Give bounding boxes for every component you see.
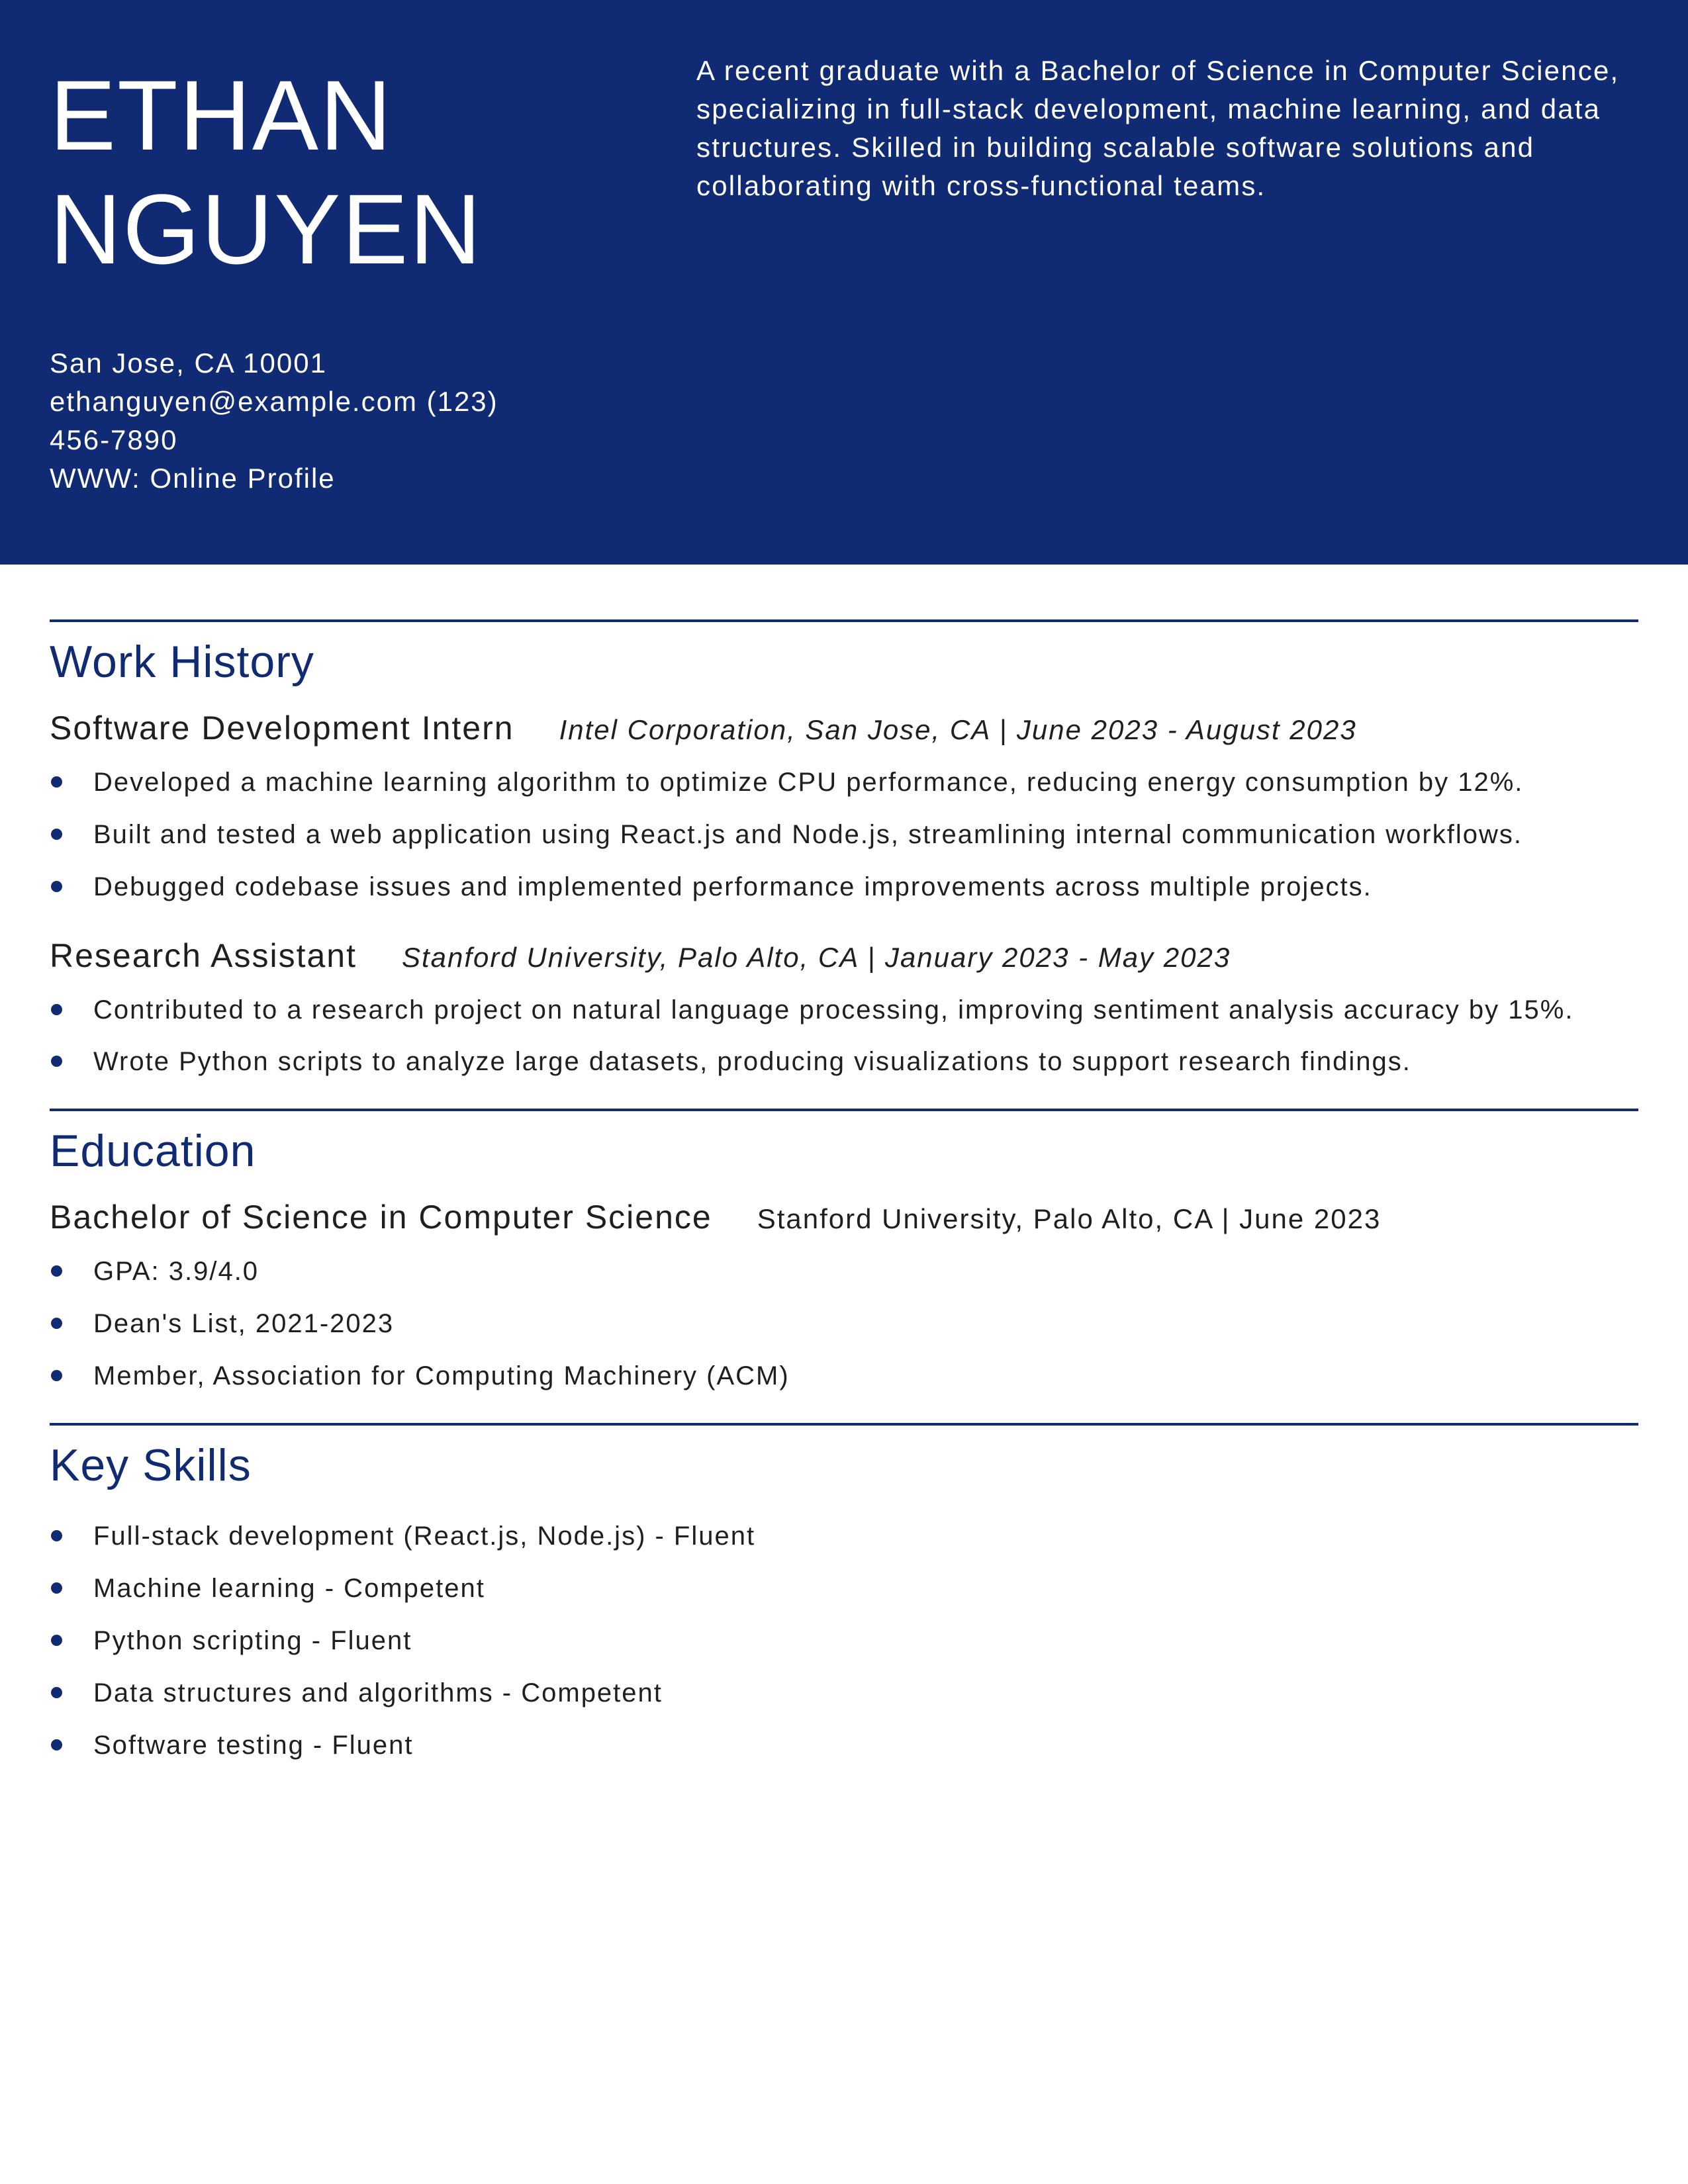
- skills-bullets: [50, 1517, 1638, 1764]
- list-item: Wrote Python scripts to analyze large datasets, producing visualizations to support research findings.: [50, 1042, 1638, 1081]
- education-entry: [50, 1197, 1638, 1395]
- job-employer: Intel Corporation: [559, 714, 788, 745]
- list-item: Python scripting - Fluent: [50, 1621, 1638, 1660]
- candidate-name: [50, 58, 645, 286]
- contact-web-link[interactable]: WWW: Online Profile: [50, 463, 336, 494]
- list-item: Dean's List, 2021-2023: [50, 1304, 1638, 1343]
- list-item: Debugged codebase issues and implemented performance improvements across multiple projects.: [50, 868, 1638, 906]
- contact-info: [50, 344, 526, 498]
- list-item: Built and tested a web application using React.js and Node.js, streamlining internal communication workflows.: [50, 815, 1638, 854]
- degree-title: Bachelor of Science in Computer Science: [50, 1199, 712, 1236]
- list-item: GPA: 3.9/4.0: [50, 1252, 1638, 1291]
- name-first: ETHAN: [50, 60, 393, 171]
- job-entry: [50, 936, 1638, 1081]
- school-meta: Stanford University, Palo Alto, CA | June 2023: [757, 1203, 1382, 1234]
- job-bullets: [50, 991, 1638, 1081]
- job-role: Software Development Intern: [50, 709, 514, 747]
- job-location-dates: , San Jose, CA | June 2023 - August 2023: [787, 714, 1357, 745]
- work-history-section: [50, 619, 1638, 1081]
- resume-header: [0, 0, 1688, 565]
- list-item: Data structures and algorithms - Competent: [50, 1674, 1638, 1712]
- professional-summary: A recent graduate with a Bachelor of Science in Computer Science, specializing in full-stack development, machine learning, and data structures. Skilled in building scalable software solutions and collaborating with cross-functional teams.: [696, 55, 1620, 201]
- list-item: Developed a machine learning algorithm to optimize CPU performance, reducing energy consumption by 12%.: [50, 763, 1638, 801]
- section-title-education: Education: [50, 1126, 256, 1176]
- job-bullets: [50, 763, 1638, 906]
- education-bullets: [50, 1252, 1638, 1395]
- list-item: Contributed to a research project on natural language processing, improving sentiment analysis accuracy by 15%.: [50, 991, 1638, 1029]
- job-employer: Stanford University: [401, 942, 660, 973]
- contact-email-phone[interactable]: ethanguyen@example.com (123): [50, 386, 498, 417]
- skills-section: [50, 1423, 1638, 1764]
- job-header: [50, 936, 1638, 978]
- list-item: Member, Association for Computing Machinery (ACM): [50, 1357, 1638, 1395]
- education-header: [50, 1197, 1638, 1239]
- section-title-key-skills: Key Skills: [50, 1440, 252, 1490]
- job-header: [50, 708, 1638, 750]
- resume-body: [50, 619, 1638, 1764]
- contact-phone-continued: 456-7890: [50, 424, 178, 455]
- contact-address: San Jose, CA 10001: [50, 347, 327, 379]
- job-entry: [50, 708, 1638, 906]
- section-title-work-history: Work History: [50, 637, 314, 687]
- list-item: Machine learning - Competent: [50, 1569, 1638, 1608]
- job-location-dates: , Palo Alto, CA | January 2023 - May 2023: [659, 942, 1231, 973]
- job-role: Research Assistant: [50, 937, 357, 974]
- list-item: Full-stack development (React.js, Node.js) - Fluent: [50, 1517, 1638, 1555]
- list-item: Software testing - Fluent: [50, 1726, 1638, 1764]
- name-last: NGUYEN: [50, 173, 483, 285]
- education-section: [50, 1109, 1638, 1395]
